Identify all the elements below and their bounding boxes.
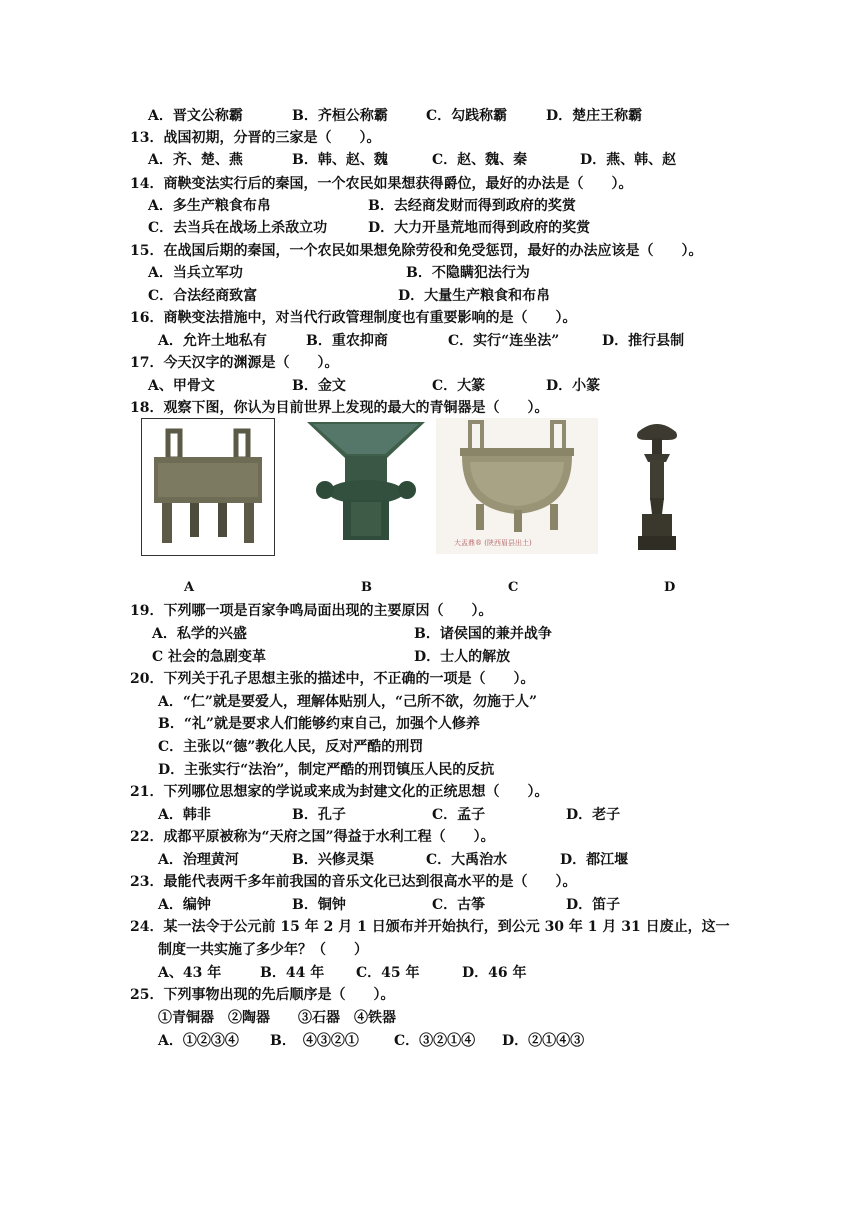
q16-option-d: D．推行县制	[602, 333, 685, 349]
q12-option-d: D．楚庄王称霸	[546, 108, 643, 124]
q19-option-d: D．士人的解放	[414, 649, 511, 665]
q15-option-c: C．合法经商致富	[148, 288, 258, 304]
q21-option-c: C．孟子	[432, 807, 486, 823]
q25-option-a: A．①②③④	[158, 1033, 239, 1049]
q23-stem: 23．最能代表两千多年前我国的音乐文化已达到很高水平的是（ ）。	[130, 874, 577, 890]
q25-stem: 25．下列事物出现的先后顺序是（ ）。	[130, 987, 395, 1003]
q22-stem: 22．成都平原被称为“天府之国”得益于水利工程（ ）。	[130, 829, 495, 845]
q24-option-c: C．45 年	[356, 965, 420, 981]
q24-stem-line2: 制度一共实施了多少年？（ ）	[158, 942, 368, 958]
q14-option-b: B．去经商发财而得到政府的奖赏	[368, 198, 576, 214]
q24-stem-line1: 24．某一法令于公元前 15 年 2 月 1 日颁布并开始执行，到公元 30 年 1 月 31 日废止，这一	[130, 919, 730, 935]
q17-option-c: C．大篆	[432, 378, 486, 394]
q19-option-b: B．诸侯国的兼并战争	[414, 626, 552, 642]
q16-stem: 16．商鞅变法措施中，对当代行政管理制度也有重要影响的是（ ）。	[130, 310, 577, 326]
q16-option-b: B．重农抑商	[306, 333, 388, 349]
q13-option-c: C．赵、魏、秦	[432, 152, 528, 168]
round-ding-icon	[436, 418, 598, 554]
image-c	[436, 418, 598, 554]
q13-option-b: B．韩、赵、魏	[292, 152, 388, 168]
q13-stem: 13．战国初期，分晋的三家是（ ）。	[130, 130, 381, 146]
q23-option-c: C．古筝	[432, 897, 486, 913]
q16-option-c: C．实行“连坐法”	[448, 333, 560, 349]
q18-stem: 18．观察下图，你认为目前世界上发现的最大的青铜器是（ ）。	[130, 400, 549, 416]
q17-option-a: A、甲骨文	[148, 378, 215, 394]
q15-option-a: A．当兵立军功	[148, 265, 243, 281]
q13-option-d: D．燕、韩、赵	[580, 152, 677, 168]
q12-option-c: C．勾践称霸	[426, 108, 508, 124]
q12-option-b: B．齐桓公称霸	[292, 108, 388, 124]
q22-option-a: A．治理黄河	[158, 852, 239, 868]
q15-stem: 15．在战国后期的秦国，一个农民如果想免除劳役和免受惩罚，最好的办法应该是（ ）。	[130, 243, 703, 259]
q21-option-a: A．韩非	[158, 807, 211, 823]
q23-option-b: B．铜钟	[292, 897, 346, 913]
q24-option-d: D．46 年	[462, 965, 527, 981]
image-label-b: B	[361, 580, 372, 595]
q25-option-b: B． ④③②①	[270, 1033, 359, 1049]
q20-option-a: A．“仁”就是要爱人，理解体贴别人，“己所不欲，勿施于人”	[158, 694, 538, 710]
q17-option-b: B．金文	[292, 378, 346, 394]
q16-option-a: A．允许土地私有	[158, 333, 267, 349]
standing-figure-icon	[628, 418, 686, 554]
q14-option-d: D．大力开垦荒地而得到政府的奖赏	[368, 220, 591, 236]
q15-option-b: B．不隐瞒犯法行为	[406, 265, 530, 281]
q17-stem: 17．今天汉字的渊源是（ ）。	[130, 355, 339, 371]
image-label-c: C	[508, 580, 519, 595]
q14-option-c: C．去当兵在战场上杀敌立功	[148, 220, 328, 236]
zun-vessel-icon	[303, 418, 429, 542]
q21-stem: 21．下列哪位思想家的学说或来成为封建文化的正统思想（ ）。	[130, 784, 549, 800]
q24-option-b: B．44 年	[260, 965, 325, 981]
q20-option-d: D．主张实行“法治”，制定严酷的刑罚镇压人民的反抗	[158, 762, 495, 778]
q25-items: ①青铜器 ②陶器 ③石器 ④铁器	[158, 1010, 396, 1026]
image-label-a: A	[184, 580, 195, 595]
q23-option-d: D．笛子	[566, 897, 621, 913]
q24-option-a: A、43 年	[158, 965, 222, 981]
q17-option-d: D．小篆	[546, 378, 601, 394]
q14-stem: 14．商鞅变法实行后的秦国，一个农民如果想获得爵位，最好的办法是（ ）。	[130, 176, 633, 192]
q22-option-d: D．都江堰	[560, 852, 629, 868]
q22-option-b: B．兴修灵渠	[292, 852, 374, 868]
q20-option-c: C．主张以“德”教化人民，反对严酷的刑罚	[158, 739, 424, 755]
q21-option-b: B．孔子	[292, 807, 346, 823]
q25-option-c: C．③②①④	[394, 1033, 476, 1049]
q20-stem: 20．下列关于孔子思想主张的描述中，不正确的一项是（ ）。	[130, 671, 535, 687]
image-label-d: D	[664, 580, 676, 595]
q19-option-a: A．私学的兴盛	[152, 626, 247, 642]
q25-option-d: D．②①④③	[502, 1033, 585, 1049]
q19-option-c: C 社会的急剧变革	[152, 649, 267, 665]
image-c-caption: 大盂鼎® (陕西眉县出土)	[454, 539, 532, 547]
q12-option-a: A．晋文公称霸	[148, 108, 243, 124]
q13-option-a: A．齐、楚、燕	[148, 152, 243, 168]
q14-option-a: A．多生产粮食布帛	[148, 198, 271, 214]
q20-option-b: B．“礼”就是要求人们能够约束自己，加强个人修养	[158, 716, 480, 732]
square-ding-icon	[142, 419, 274, 555]
image-b	[303, 418, 429, 542]
q23-option-a: A．编钟	[158, 897, 211, 913]
q19-stem: 19．下列哪一项是百家争鸣局面出现的主要原因（ ）。	[130, 603, 493, 619]
q15-option-d: D．大量生产粮食和布帛	[398, 288, 551, 304]
image-a	[141, 418, 275, 556]
q22-option-c: C．大禹治水	[426, 852, 508, 868]
image-d	[628, 418, 686, 554]
q21-option-d: D．老子	[566, 807, 621, 823]
